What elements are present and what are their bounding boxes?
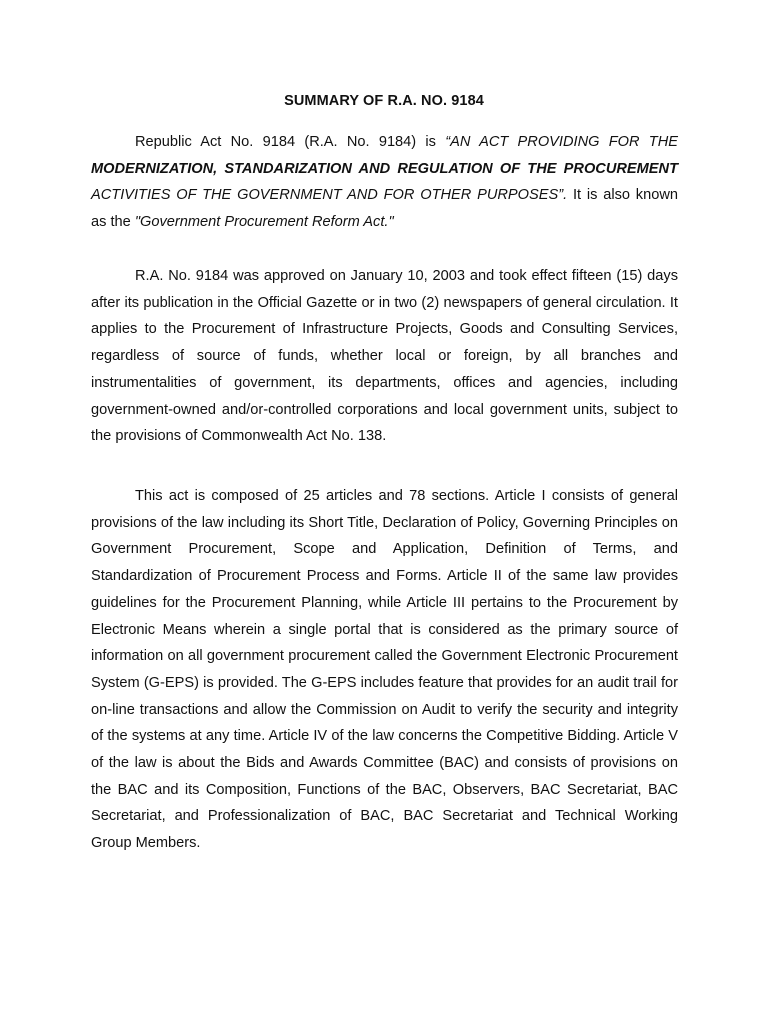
- paragraph-articles: This act is composed of 25 articles and 78 sections. Article I consists of general provisions of the law including its Short Title, Declaration of Policy, Governing Principles on Government Procurement, Scope and Application, Definition of Terms, and Standardization of Procurement Process and Forms. Article II of the same law provides guidelines for the Procurement Planning, while Article III pertains to the Procurement by Electronic Means wherein a single portal that is considered as the primary source of information on all government procurement called the Government Electronic Procurement System (G-EPS) is provided. The G-EPS includes feature that provides for an audit trail for on-line transactions and allow the Commission on Audit to verify the security and integrity of the systems at any time. Article IV of the law concerns the Competitive Bidding. Article V of the law is about the Bids and Awards Committee (BAC) and consists of provisions on the BAC and its Composition, Functions of the BAC, Observers, BAC Secretariat, BAC Secretariat, and Professionalization of BAC, BAC Secretariat and Technical Working Group Members.: [91, 488, 678, 852]
- paragraph-approval: R.A. No. 9184 was approved on January 10, 2003 and took effect fifteen (15) days after its publication in the Official Gazette or in two (2) newspapers of general circulation. It applies to the Procurement of Infrastructure Projects, Goods and Consulting Services, regardless of source of funds, whether local or foreign, by all branches and instrumentalities of government, its departments, offices and agencies, including government-owned and/or-controlled corporations and local government units, subject to the provisions of Commonwealth Act No. 138.: [91, 268, 678, 445]
- act-alias: "Government Procurement Reform Act.": [134, 214, 394, 231]
- paragraph-intro: [91, 129, 678, 236]
- intro-middle: It is also known as the: [91, 187, 678, 231]
- act-name-part-1: “AN ACT PROVIDING FOR THE: [445, 134, 678, 150]
- act-name-part-3: ACTIVITIES OF THE GOVERNMENT AND FOR OTHER PURPOSES”.: [91, 187, 568, 204]
- document-title: SUMMARY OF R.A. NO. 9184: [284, 93, 484, 109]
- act-name-part-2: MODERNIZATION, STANDARIZATION AND REGULATION OF THE PROCUREMENT: [91, 160, 678, 177]
- intro-lead: Republic Act No. 9184 (R.A. No. 9184) is: [135, 134, 446, 150]
